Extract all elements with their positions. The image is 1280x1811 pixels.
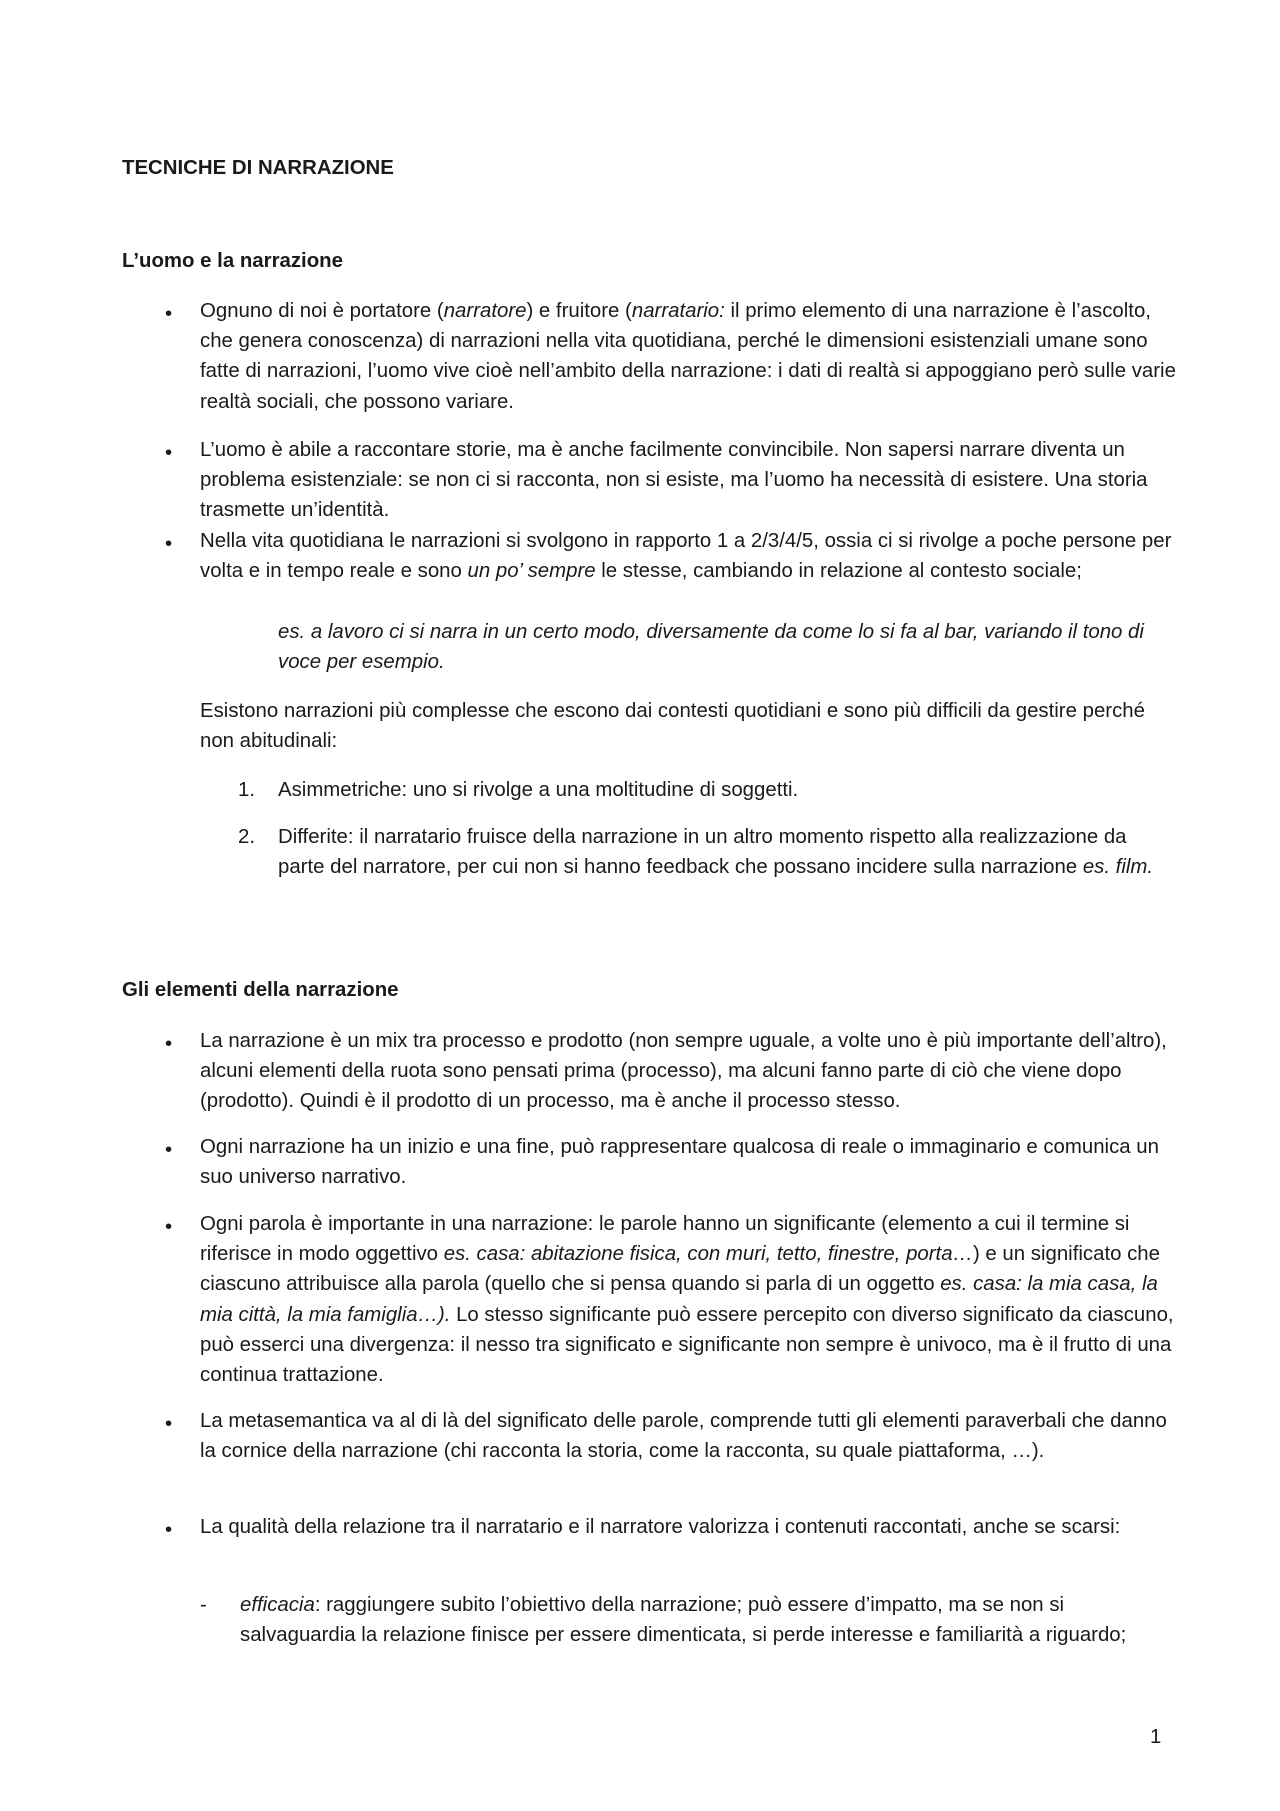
paragraph-bullet-metasemantica: La metasemantica va al di là del significato delle parole, comprende tutti gli elementi paraverbali che danno la cornice della narrazione (chi racconta la storia, come la racconta, su quale piattaforma, …). xyxy=(200,1410,1167,1463)
paragraph-bullet-3: Nella vita quotidiana le narrazioni si svolgono in rapporto 1 a 2/3/4/5, ossia ci si rivolge a poche persone per volta e in tempo reale e sono un po’ sempre le stesse, cambiando in relazione al contesto sociale; xyxy=(200,530,1172,583)
bullet-marker: • xyxy=(165,303,173,325)
bullet-marker: • xyxy=(165,442,173,464)
dash-marker: - xyxy=(200,1594,207,1616)
list-number: 1. xyxy=(238,779,256,801)
document-title: TECNICHE DI NARRAZIONE xyxy=(122,157,394,179)
paragraph-bullet-relazione: La qualità della relazione tra il narratario e il narratore valorizza i contenuti raccontati, anche se scarsi: xyxy=(200,1516,1121,1538)
bullet-marker: • xyxy=(165,1216,173,1238)
paragraph-bullet-inizio-fine: Ogni narrazione ha un inizio e una fine, può rappresentare qualcosa di reale o immaginario e comunica un suo universo narrativo. xyxy=(200,1136,1159,1189)
paragraph-complex-narrations: Esistono narrazioni più complesse che escono dai contesti quotidiani e sono più difficili da gestire perché non abitudinali: xyxy=(200,700,1145,753)
list-item-differite: Differite: il narratario fruisce della narrazione in un altro momento rispetto alla realizzazione da parte del narratore, per cui non si hanno feedback che possano incidere sulla narrazione es. film. xyxy=(278,826,1154,879)
paragraph-bullet-1: Ognuno di noi è portatore (narratore) e fruitore (narratario: il primo elemento di una narrazione è l’ascolto, che genera conoscenza) di narrazioni nella vita quotidiana, perché le dimensioni esistenziali umane sono fatte di narrazioni, l’uomo vive cioè nell’ambito della narrazione: i dati di realtà si appoggiano però sulle varie realtà sociali, che possono variare. xyxy=(200,300,1176,413)
list-item-asimmetriche: Asimmetriche: uno si rivolge a una moltitudine di soggetti. xyxy=(278,779,799,801)
page-number: 1 xyxy=(1150,1726,1162,1748)
section-heading-uomo-narrazione: L’uomo e la narrazione xyxy=(122,250,343,272)
list-number: 2. xyxy=(238,826,256,848)
bullet-marker: • xyxy=(165,1033,173,1055)
paragraph-bullet-2: L’uomo è abile a raccontare storie, ma è anche facilmente convincibile. Non sapersi narrare diventa un problema esistenziale: se non ci si racconta, non si esiste, ma l’uomo ha necessità di esistere. Una storia trasmette un’identità. xyxy=(200,439,1148,522)
bullet-marker: • xyxy=(165,1519,173,1541)
bullet-marker: • xyxy=(165,1139,173,1161)
paragraph-bullet-parola: Ogni parola è importante in una narrazione: le parole hanno un significante (elemento a cui il termine si riferisce in modo oggettivo es. casa: abitazione fisica, con muri, tetto, finestre, porta…) e un significato che ciascuno attribuisce alla parola (quello che si pensa quando si parla di un oggetto es. casa: la mia casa, la mia città, la mia famiglia…). Lo stesso significante può essere percepito con diverso significato da ciascuno, può esserci una divergenza: il nesso tra significato e significante non sempre è univoco, ma è il frutto di una continua trattazione. xyxy=(200,1213,1174,1387)
paragraph-bullet-processo-prodotto: La narrazione è un mix tra processo e prodotto (non sempre uguale, a volte uno è più importante dell’altro), alcuni elementi della ruota sono pensati prima (processo), ma alcuni fanno parte di ciò che viene dopo (prodotto). Quindi è il prodotto di un processo, ma è anche il processo stesso. xyxy=(200,1030,1167,1113)
section-heading-elementi-narrazione: Gli elementi della narrazione xyxy=(122,979,399,1001)
bullet-marker: • xyxy=(165,533,173,555)
bullet-marker: • xyxy=(165,1413,173,1435)
dash-item-efficacia: efficacia: raggiungere subito l’obiettivo della narrazione; può essere d’impatto, ma se non si salvaguardia la relazione finisce per essere dimenticata, si perde interesse e familiarità a riguardo; xyxy=(240,1594,1127,1647)
example-text: es. a lavoro ci si narra in un certo modo, diversamente da come lo si fa al bar, variando il tono di voce per esempio. xyxy=(278,621,1144,674)
